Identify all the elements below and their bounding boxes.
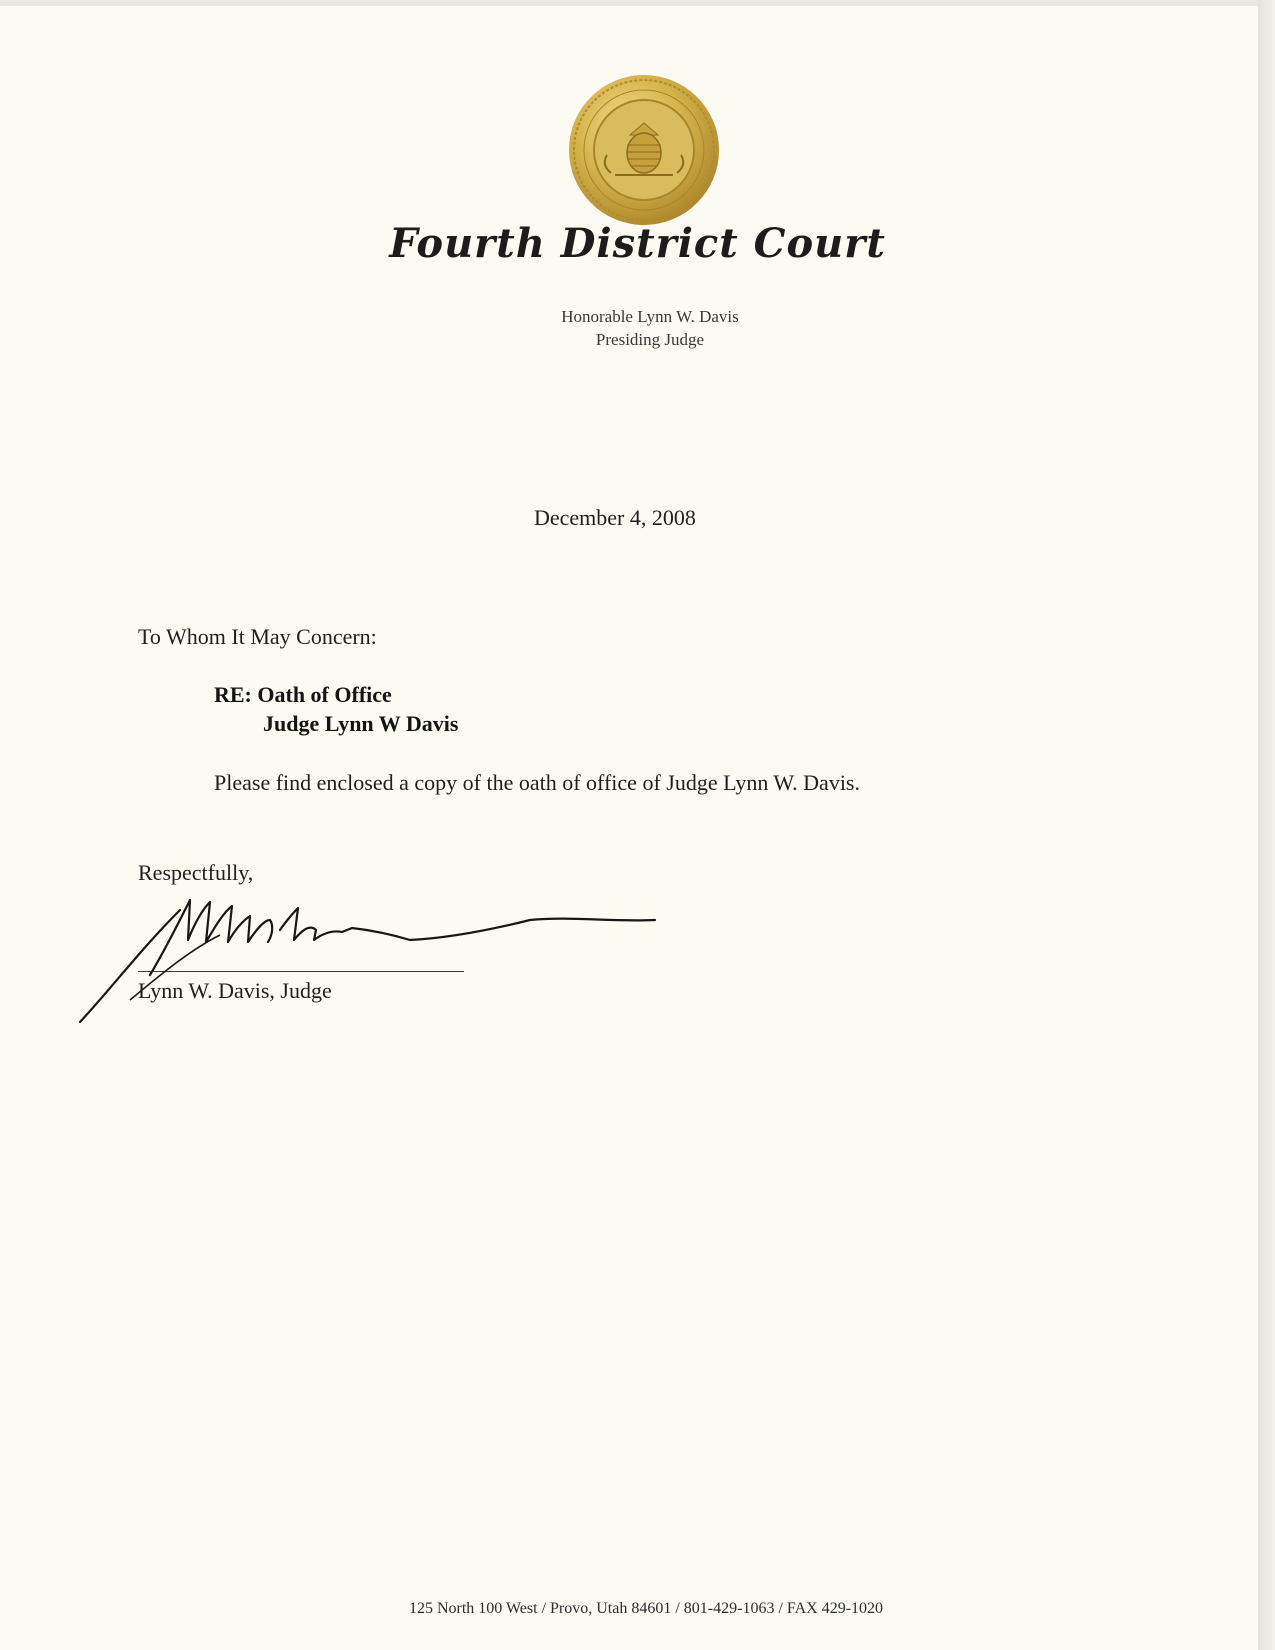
footer-address: 125 North 100 West / Provo, Utah 84601 / 801-429-1063 / FAX 429-1020	[408, 1600, 884, 1617]
court-name: Fourth District Court	[389, 220, 886, 267]
re-line-1: RE: Oath of Office	[214, 682, 392, 707]
re-line-2: Judge Lynn W Davis	[263, 711, 459, 736]
salutation: To Whom It May Concern:	[138, 624, 377, 649]
judge-title: Presiding Judge	[595, 330, 705, 349]
letter-body: Please find enclosed a copy of the oath of office of Judge Lynn W. Davis.	[214, 770, 860, 795]
letter-date: December 4, 2008	[534, 505, 696, 530]
handwritten-signature	[70, 880, 700, 1030]
signatory-name: Lynn W. Davis, Judge	[138, 978, 332, 1003]
closing: Respectfully,	[138, 860, 254, 885]
judge-header	[0, 305, 1275, 351]
judge-name: Honorable Lynn W. Davis	[561, 307, 739, 326]
court-seal-icon	[567, 73, 721, 227]
